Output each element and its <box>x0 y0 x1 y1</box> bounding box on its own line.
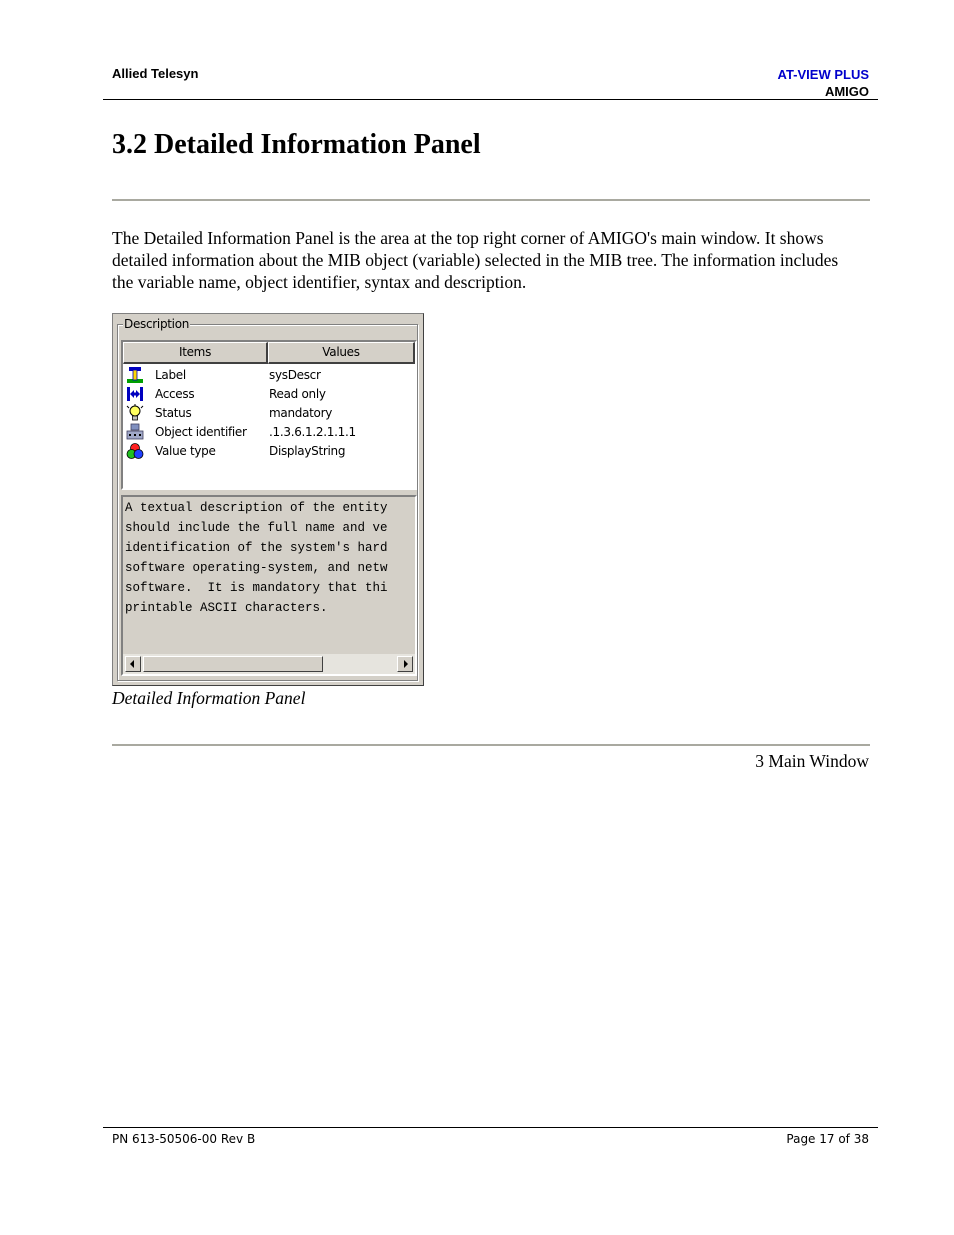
title-divider <box>112 199 870 201</box>
description-line: A textual description of the entity <box>125 501 388 515</box>
value-type-icon <box>126 442 144 460</box>
footer-rule <box>103 1127 878 1128</box>
description-line: software operating-system, and netw <box>125 561 388 575</box>
list-item[interactable] <box>123 442 415 461</box>
scroll-left-button[interactable] <box>125 656 141 672</box>
footer-page-number: Page 17 of 38 <box>786 1132 869 1146</box>
description-line: identification of the system's hard <box>125 541 388 555</box>
header-rule <box>103 99 878 100</box>
section-title: 3.2 Detailed Information Panel <box>112 129 481 160</box>
scrollbar-thumb[interactable] <box>143 656 323 672</box>
list-item-label: Label <box>155 368 186 382</box>
chapter-link[interactable]: 3 Main Window <box>755 751 869 771</box>
footer-part-number: PN 613-50506-00 Rev B <box>112 1132 256 1146</box>
header-product: AT-VIEW PLUS <box>777 67 869 82</box>
list-item-label: Status <box>155 406 192 420</box>
column-header-values[interactable]: Values <box>268 342 415 364</box>
list-item-value: .1.3.6.1.2.1.1.1 <box>269 425 356 439</box>
list-item[interactable] <box>123 385 415 404</box>
header-product-block <box>778 66 869 100</box>
section-end-divider <box>112 744 870 746</box>
list-item-value: Read only <box>269 387 326 401</box>
horizontal-scrollbar[interactable] <box>123 654 415 674</box>
access-icon <box>126 385 144 403</box>
header-module: AMIGO <box>824 84 869 99</box>
figure-caption: Detailed Information Panel <box>112 688 306 708</box>
scroll-right-button[interactable] <box>397 656 413 672</box>
arrow-right-icon <box>398 657 412 671</box>
description-line: printable ASCII characters. <box>125 601 328 615</box>
arrow-left-icon <box>126 657 140 671</box>
label-icon <box>126 366 144 384</box>
detailed-information-panel-screenshot <box>112 313 424 686</box>
list-item[interactable] <box>123 404 415 423</box>
description-line: should include the full name and ve <box>125 521 388 535</box>
lightbulb-icon <box>126 404 144 422</box>
list-item-label: Value type <box>155 444 216 458</box>
description-line: software. It is mandatory that thi <box>125 581 388 595</box>
items-values-list[interactable] <box>121 340 417 490</box>
list-item-value: DisplayString <box>269 444 346 458</box>
description-textbox[interactable] <box>121 495 417 676</box>
list-item-label: Object identifier <box>155 425 247 439</box>
header-company: Allied Telesyn <box>112 66 199 81</box>
object-identifier-icon <box>126 423 144 441</box>
list-item[interactable] <box>123 423 415 442</box>
list-item-value: sysDescr <box>269 368 321 382</box>
list-item[interactable] <box>123 366 415 385</box>
column-header-items[interactable]: Items <box>123 342 268 364</box>
section-paragraph: The Detailed Information Panel is the area at the top right corner of AMIGO's main window. It shows detailed information about the MIB object (variable) selected in the MIB tree. The information includes the variable name, object identifier, syntax and description. <box>112 228 839 292</box>
list-item-label: Access <box>155 387 195 401</box>
description-group-title: Description <box>124 317 190 331</box>
list-item-value: mandatory <box>269 406 333 420</box>
